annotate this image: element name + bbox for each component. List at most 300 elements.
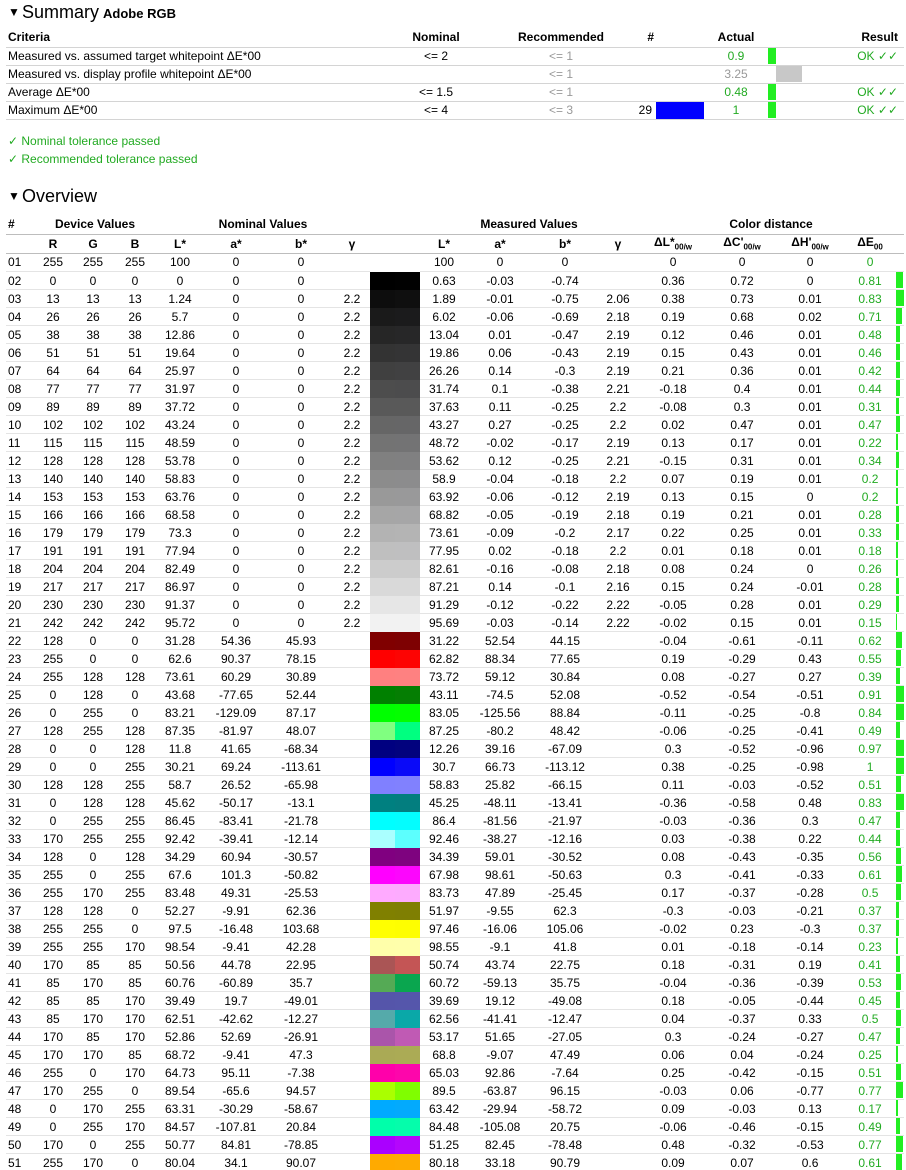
patch-number: 40 — [6, 956, 34, 974]
delta-c: -0.03 — [708, 1100, 776, 1118]
measured-a: 39.16 — [468, 740, 532, 758]
measured-color-swatch — [395, 848, 420, 866]
measured-a: 88.34 — [468, 650, 532, 668]
nominal-l: 52.27 — [156, 902, 204, 920]
patch-row — [6, 758, 904, 776]
measured-a: -0.06 — [468, 308, 532, 326]
patch-number: 39 — [6, 938, 34, 956]
measured-l: 45.25 — [420, 794, 468, 812]
device-r: 115 — [34, 434, 72, 452]
delta-e: 0.44 — [844, 830, 896, 848]
device-r: 255 — [34, 1064, 72, 1082]
nominal-l: 50.77 — [156, 1136, 204, 1154]
nominal-color-swatch — [370, 920, 395, 938]
color-swatch — [370, 794, 420, 812]
measured-color-swatch — [395, 434, 420, 452]
delta-c: -0.25 — [708, 704, 776, 722]
delta-e-bar — [896, 848, 901, 864]
nominal-b: 0 — [268, 272, 334, 290]
patch-number: 23 — [6, 650, 34, 668]
measured-color-swatch — [395, 362, 420, 380]
delta-e: 0.22 — [844, 434, 896, 452]
measured-a: -0.03 — [468, 614, 532, 632]
patch-row — [6, 812, 904, 830]
patch-number: 51 — [6, 1154, 34, 1170]
nominal-gamma: 2.2 — [334, 542, 370, 560]
delta-l: 0.09 — [638, 1100, 708, 1118]
device-b: 102 — [114, 416, 156, 434]
nominal-color-swatch — [370, 974, 395, 992]
measured-gamma: 2.19 — [598, 344, 638, 362]
patch-row — [6, 1136, 904, 1154]
measured-color-swatch — [395, 668, 420, 686]
color-swatch — [370, 632, 420, 650]
delta-l: 0.15 — [638, 578, 708, 596]
measured-gamma: 2.18 — [598, 560, 638, 578]
measured-gamma — [598, 740, 638, 758]
measured-gamma — [598, 1028, 638, 1046]
measured-b: 52.08 — [532, 686, 598, 704]
delta-c: 0.72 — [708, 272, 776, 290]
measured-gamma — [598, 920, 638, 938]
nominal-gamma — [334, 632, 370, 650]
device-r: 0 — [34, 812, 72, 830]
patch-row — [6, 686, 904, 704]
nominal-l: 53.78 — [156, 452, 204, 470]
delta-e: 0.39 — [844, 668, 896, 686]
measured-b: -0.08 — [532, 560, 598, 578]
measured-l: 73.61 — [420, 524, 468, 542]
nominal-l: 62.6 — [156, 650, 204, 668]
nominal-l: 39.49 — [156, 992, 204, 1010]
device-g: 255 — [72, 938, 114, 956]
device-b: 128 — [114, 740, 156, 758]
nominal-l: 73.61 — [156, 668, 204, 686]
delta-c: -0.24 — [708, 1028, 776, 1046]
delta-h: -0.53 — [776, 1136, 844, 1154]
nominal-l: 80.04 — [156, 1154, 204, 1170]
delta-c: 0.24 — [708, 578, 776, 596]
col-criteria: Criteria — [6, 28, 366, 47]
patch-row — [6, 488, 904, 506]
delta-l: -0.05 — [638, 596, 708, 614]
measured-a: -48.11 — [468, 794, 532, 812]
delta-e-bar — [896, 1100, 898, 1116]
delta-h: -0.14 — [776, 938, 844, 956]
color-swatch — [370, 506, 420, 524]
measured-l: 77.95 — [420, 542, 468, 560]
measured-a: 59.01 — [468, 848, 532, 866]
delta-c: 0.23 — [708, 920, 776, 938]
delta-e-bar — [896, 1118, 900, 1134]
nominal-l: 83.48 — [156, 884, 204, 902]
nominal-color-swatch — [370, 614, 395, 632]
nominal-a: -77.65 — [204, 686, 268, 704]
delta-l: 0.3 — [638, 740, 708, 758]
measured-b: -0.18 — [532, 470, 598, 488]
result-status — [806, 65, 904, 83]
device-b: 77 — [114, 380, 156, 398]
patch-number: 25 — [6, 686, 34, 704]
device-b: 170 — [114, 1010, 156, 1028]
delta-e: 0.33 — [844, 524, 896, 542]
patch-number: 37 — [6, 902, 34, 920]
patch-row — [6, 434, 904, 452]
measured-b: 22.75 — [532, 956, 598, 974]
measured-gamma — [598, 1100, 638, 1118]
nominal-a: -50.17 — [204, 794, 268, 812]
patch-row — [6, 1118, 904, 1136]
nominal-b: 0 — [268, 470, 334, 488]
device-r: 166 — [34, 506, 72, 524]
delta-h: 0.22 — [776, 830, 844, 848]
nominal-gamma — [334, 1010, 370, 1028]
measured-color-swatch — [395, 938, 420, 956]
nominal-l: 63.76 — [156, 488, 204, 506]
delta-e: 0.5 — [844, 884, 896, 902]
measured-gamma: 2.2 — [598, 542, 638, 560]
measured-color-swatch — [395, 794, 420, 812]
patch-row — [6, 938, 904, 956]
device-r: 85 — [34, 1010, 72, 1028]
device-g: 255 — [72, 253, 114, 272]
collapse-arrow-icon[interactable]: ▼ — [8, 189, 20, 203]
delta-l: -0.03 — [638, 812, 708, 830]
device-b: 0 — [114, 686, 156, 704]
nominal-color-swatch — [370, 272, 395, 290]
device-b: 255 — [114, 1100, 156, 1118]
color-swatch — [370, 253, 420, 272]
nominal-l: 68.58 — [156, 506, 204, 524]
device-r: 128 — [34, 632, 72, 650]
delta-e: 0.5 — [844, 1010, 896, 1028]
device-r: 0 — [34, 758, 72, 776]
nominal-a: 26.52 — [204, 776, 268, 794]
delta-e-bar — [896, 380, 900, 396]
patch-number: 19 — [6, 578, 34, 596]
device-g: 255 — [72, 920, 114, 938]
collapse-arrow-icon[interactable]: ▼ — [8, 5, 20, 19]
delta-e-bar — [896, 290, 903, 306]
measured-color-swatch — [395, 1118, 420, 1136]
patch-row — [6, 1154, 904, 1170]
delta-h: 0.01 — [776, 524, 844, 542]
summary-heading[interactable] — [8, 2, 176, 23]
nominal-gamma — [334, 1136, 370, 1154]
delta-e-bar — [896, 344, 900, 360]
measured-a: -0.12 — [468, 596, 532, 614]
patch-number: 26 — [6, 704, 34, 722]
delta-h: 0.33 — [776, 1010, 844, 1028]
delta-l: 0.3 — [638, 866, 708, 884]
measured-b: -0.25 — [532, 452, 598, 470]
device-b: 51 — [114, 344, 156, 362]
nominal-a: -9.91 — [204, 902, 268, 920]
device-r: 170 — [34, 1028, 72, 1046]
measured-color-swatch — [395, 308, 420, 326]
measured-l: 83.73 — [420, 884, 468, 902]
device-g: 85 — [72, 956, 114, 974]
delta-c: 0.3 — [708, 398, 776, 416]
delta-h: -0.28 — [776, 884, 844, 902]
color-swatch — [370, 1064, 420, 1082]
delta-c: -0.29 — [708, 650, 776, 668]
patch-row — [6, 416, 904, 434]
delta-l: -0.02 — [638, 920, 708, 938]
nominal-color-swatch — [370, 398, 395, 416]
measured-a: -9.07 — [468, 1046, 532, 1064]
nominal-color-swatch — [370, 866, 395, 884]
nominal-color-swatch — [370, 956, 395, 974]
delta-h: -0.51 — [776, 686, 844, 704]
nominal-b: 0 — [268, 614, 334, 632]
result-status: OK ✓✓ — [806, 83, 904, 101]
delta-c: 0.68 — [708, 308, 776, 326]
delta-e: 0.37 — [844, 920, 896, 938]
delta-c: -0.31 — [708, 956, 776, 974]
measured-gamma — [598, 956, 638, 974]
delta-c: 0.4 — [708, 380, 776, 398]
delta-c: 0.15 — [708, 488, 776, 506]
measured-color-swatch — [395, 650, 420, 668]
delta-e: 0.84 — [844, 704, 896, 722]
measured-a: 0.14 — [468, 362, 532, 380]
delta-e: 0.17 — [844, 1100, 896, 1118]
delta-e: 0.31 — [844, 398, 896, 416]
delta-e: 0.55 — [844, 650, 896, 668]
nominal-a: 90.37 — [204, 650, 268, 668]
delta-c: 0.21 — [708, 506, 776, 524]
device-r: 38 — [34, 326, 72, 344]
color-swatch — [370, 668, 420, 686]
patch-row — [6, 326, 904, 344]
device-g: 170 — [72, 1046, 114, 1064]
nominal-gamma — [334, 686, 370, 704]
delta-l: 0.08 — [638, 560, 708, 578]
measured-a: 25.82 — [468, 776, 532, 794]
measured-l: 63.42 — [420, 1100, 468, 1118]
worst-patch-number — [616, 47, 656, 65]
device-g: 64 — [72, 362, 114, 380]
measured-color-swatch — [395, 488, 420, 506]
nominal-b: 90.07 — [268, 1154, 334, 1170]
measured-color-swatch — [395, 1046, 420, 1064]
delta-c: 0.25 — [708, 524, 776, 542]
nominal-b: 78.15 — [268, 650, 334, 668]
device-b: 85 — [114, 974, 156, 992]
measured-gamma: 2.2 — [598, 470, 638, 488]
device-b: 255 — [114, 812, 156, 830]
measured-gamma — [598, 848, 638, 866]
patch-row — [6, 506, 904, 524]
nominal-color-swatch — [370, 884, 395, 902]
nominal-b: 103.68 — [268, 920, 334, 938]
nominal-gamma — [334, 830, 370, 848]
measured-a: -80.2 — [468, 722, 532, 740]
delta-l: 0.15 — [638, 344, 708, 362]
color-swatch — [370, 848, 420, 866]
delta-h: 0.01 — [776, 416, 844, 434]
nominal-color-swatch — [370, 1154, 395, 1170]
measured-b: -0.22 — [532, 596, 598, 614]
device-b: 170 — [114, 992, 156, 1010]
measured-gamma — [598, 272, 638, 290]
measured-l: 13.04 — [420, 326, 468, 344]
nominal-gamma — [334, 1028, 370, 1046]
color-swatch — [370, 956, 420, 974]
color-swatch — [370, 1100, 420, 1118]
delta-e: 0.47 — [844, 1028, 896, 1046]
nominal-color-swatch — [370, 344, 395, 362]
nominal-b: -68.34 — [268, 740, 334, 758]
device-r: 102 — [34, 416, 72, 434]
device-b: 217 — [114, 578, 156, 596]
measured-a: -41.41 — [468, 1010, 532, 1028]
nominal-color-swatch — [370, 1136, 395, 1154]
measured-l: 26.26 — [420, 362, 468, 380]
delta-l: -0.04 — [638, 632, 708, 650]
nominal-color-swatch — [370, 380, 395, 398]
patch-number: 18 — [6, 560, 34, 578]
nominal-gamma — [334, 650, 370, 668]
nominal-l: 86.45 — [156, 812, 204, 830]
nominal-a: -107.81 — [204, 1118, 268, 1136]
nominal-a: -65.6 — [204, 1082, 268, 1100]
delta-c: -0.36 — [708, 812, 776, 830]
nominal-b: 35.7 — [268, 974, 334, 992]
delta-h: -0.21 — [776, 902, 844, 920]
measured-b: -0.75 — [532, 290, 598, 308]
overview-heading[interactable] — [8, 186, 97, 207]
nominal-a: 34.1 — [204, 1154, 268, 1170]
nominal-color-swatch — [370, 992, 395, 1010]
measured-a: -29.94 — [468, 1100, 532, 1118]
nominal-gamma — [334, 253, 370, 272]
nominal-l: 52.86 — [156, 1028, 204, 1046]
delta-e-bar — [896, 866, 901, 882]
profile-name: Adobe RGB — [103, 6, 176, 21]
nominal-b: 47.3 — [268, 1046, 334, 1064]
delta-e-bar — [896, 362, 900, 378]
nominal-l: 60.76 — [156, 974, 204, 992]
color-swatch — [370, 938, 420, 956]
patch-number: 45 — [6, 1046, 34, 1064]
device-g: 255 — [72, 704, 114, 722]
delta-h: -0.15 — [776, 1064, 844, 1082]
nominal-b: 62.36 — [268, 902, 334, 920]
nominal-b: 0 — [268, 398, 334, 416]
nominal-l: 30.21 — [156, 758, 204, 776]
device-b: 255 — [114, 758, 156, 776]
nominal-l: 19.64 — [156, 344, 204, 362]
measured-color-swatch — [395, 1010, 420, 1028]
device-g: 0 — [72, 632, 114, 650]
delta-l: -0.04 — [638, 974, 708, 992]
nominal-color-swatch — [370, 290, 395, 308]
delta-h: 0.01 — [776, 290, 844, 308]
measured-gamma — [598, 974, 638, 992]
patch-number: 22 — [6, 632, 34, 650]
measured-l: 68.82 — [420, 506, 468, 524]
patch-row — [6, 1082, 904, 1100]
delta-h: 0 — [776, 272, 844, 290]
measured-l: 51.25 — [420, 1136, 468, 1154]
measured-l: 87.25 — [420, 722, 468, 740]
nominal-b: -49.01 — [268, 992, 334, 1010]
device-g: 255 — [72, 1118, 114, 1136]
device-b: 128 — [114, 794, 156, 812]
nominal-gamma — [334, 884, 370, 902]
delta-h: 0 — [776, 488, 844, 506]
nominal-b: 0 — [268, 253, 334, 272]
device-g: 230 — [72, 596, 114, 614]
measured-color-swatch — [395, 830, 420, 848]
color-swatch — [370, 326, 420, 344]
nominal-b: 20.84 — [268, 1118, 334, 1136]
device-r: 128 — [34, 722, 72, 740]
nominal-b: -26.91 — [268, 1028, 334, 1046]
patch-row — [6, 884, 904, 902]
nominal-b: 42.28 — [268, 938, 334, 956]
delta-l: 0.19 — [638, 650, 708, 668]
delta-e: 0.51 — [844, 1064, 896, 1082]
nominal-a: 0 — [204, 470, 268, 488]
worst-patch-swatch — [656, 84, 704, 101]
nominal-b: -113.61 — [268, 758, 334, 776]
measured-a: -0.01 — [468, 290, 532, 308]
nominal-color-swatch — [370, 254, 395, 272]
delta-l: 0.22 — [638, 524, 708, 542]
delta-h: 0.27 — [776, 668, 844, 686]
delta-l: 0.03 — [638, 830, 708, 848]
patch-number: 42 — [6, 992, 34, 1010]
recommended-threshold: <= 1 — [506, 65, 616, 83]
delta-h: 0.01 — [776, 596, 844, 614]
nominal-gamma: 2.2 — [334, 488, 370, 506]
measured-gamma — [598, 1082, 638, 1100]
measured-l: 58.9 — [420, 470, 468, 488]
result-status: OK ✓✓ — [806, 47, 904, 65]
delta-e: 0.2 — [844, 470, 896, 488]
measured-color-swatch — [395, 758, 420, 776]
delta-h: -0.35 — [776, 848, 844, 866]
nominal-b: -12.14 — [268, 830, 334, 848]
nominal-b: 0 — [268, 380, 334, 398]
measured-b: -0.47 — [532, 326, 598, 344]
measured-color-swatch — [395, 398, 420, 416]
nominal-l: 91.37 — [156, 596, 204, 614]
patch-number: 06 — [6, 344, 34, 362]
nominal-l: 31.97 — [156, 380, 204, 398]
device-b: 242 — [114, 614, 156, 632]
delta-l: 0.38 — [638, 290, 708, 308]
patch-number: 11 — [6, 434, 34, 452]
measured-a: -105.08 — [468, 1118, 532, 1136]
patch-number: 28 — [6, 740, 34, 758]
patch-number: 15 — [6, 506, 34, 524]
delta-c: 0.07 — [708, 1154, 776, 1170]
device-b: 166 — [114, 506, 156, 524]
device-b: 153 — [114, 488, 156, 506]
device-g: 170 — [72, 974, 114, 992]
measured-a: -0.16 — [468, 560, 532, 578]
nominal-b: -21.78 — [268, 812, 334, 830]
delta-l: 0.19 — [638, 308, 708, 326]
measured-b: -0.3 — [532, 362, 598, 380]
measured-gamma — [598, 722, 638, 740]
delta-e-bar — [896, 524, 899, 540]
color-swatch — [370, 812, 420, 830]
